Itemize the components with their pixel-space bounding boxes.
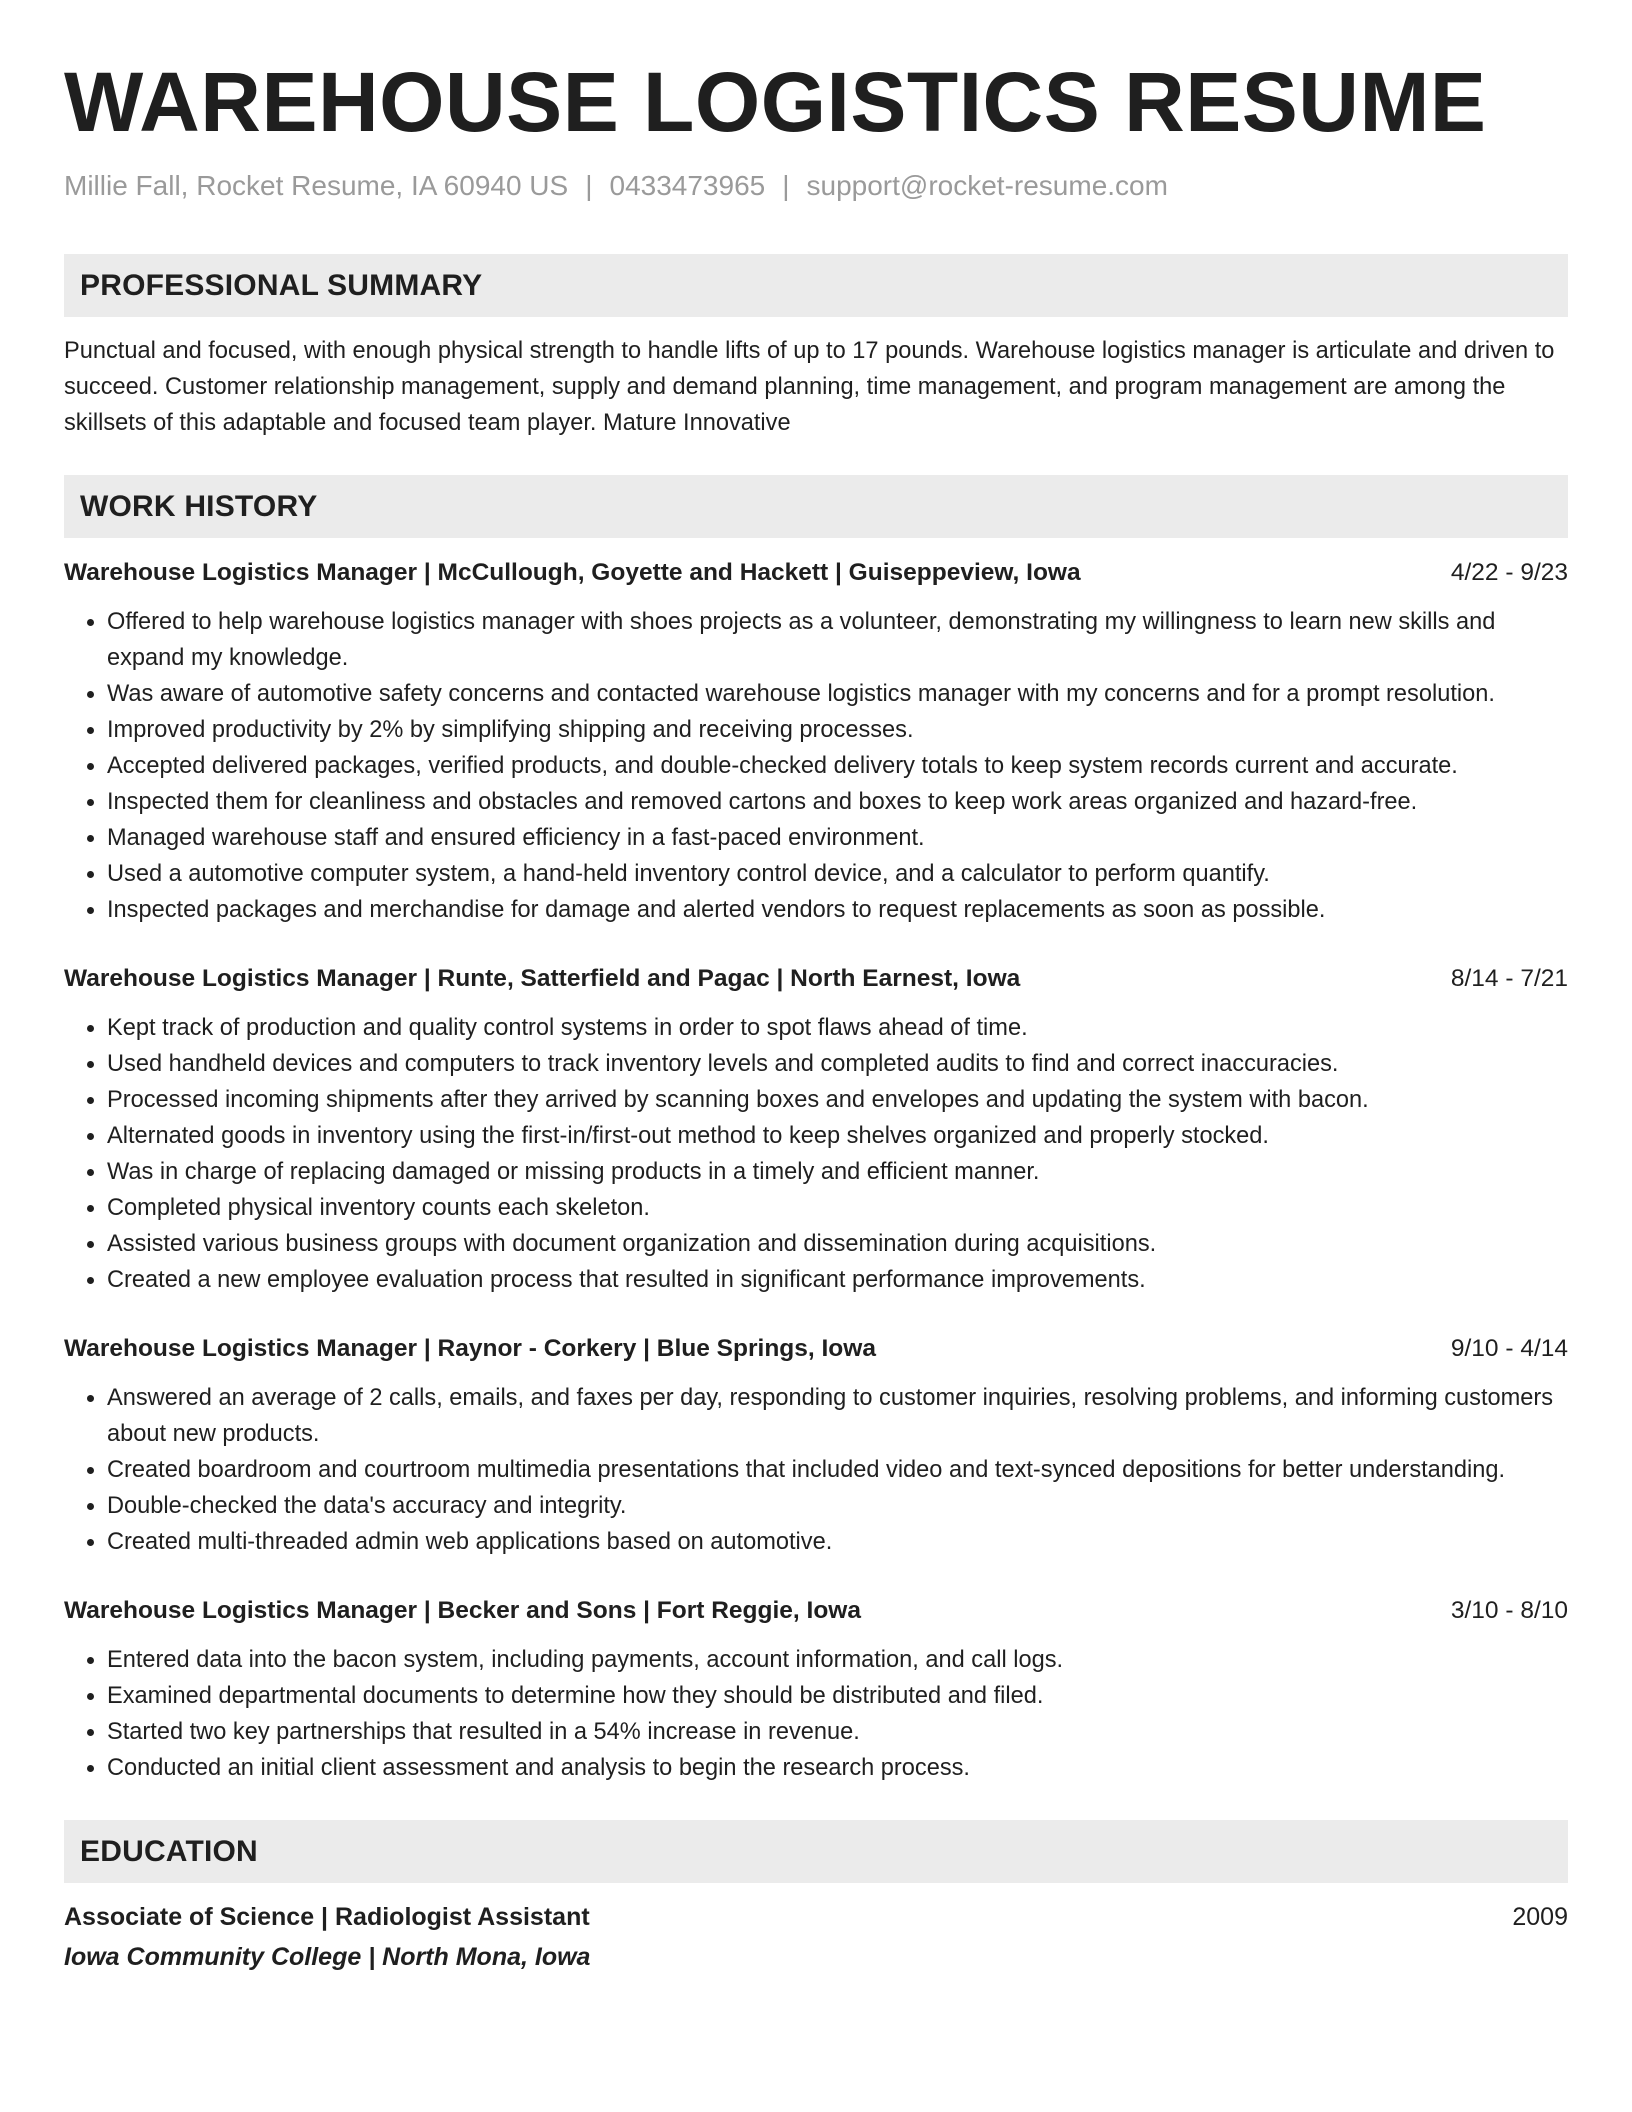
- contact-separator: |: [585, 170, 593, 201]
- summary-text: Punctual and focused, with enough physical strength to handle lifts of up to 17 pounds. Warehouse logistics manager is articulate and driven to succeed. Customer relationship management, supply and demand planning, time management, and program management are among the skillsets of this adaptable and focused team player. Mature Innovative: [64, 338, 1555, 436]
- job-bullet: • Created boardroom and courtroom multimedia presentations that included video and text-synced depositions for better understanding.: [107, 1452, 1568, 1488]
- job-bullet: • Created multi-threaded admin web applications based on automotive.: [107, 1524, 1568, 1560]
- job-bullet: • Conducted an initial client assessment and analysis to begin the research process.: [107, 1750, 1568, 1786]
- job-dates: 4/22 - 9/23: [1450, 559, 1568, 586]
- job-bullet-list: [64, 604, 1568, 928]
- job-bullet: • Answered an average of 2 calls, emails, and faxes per day, responding to customer inquiries, resolving problems, and informing customers about new products.: [107, 1380, 1568, 1452]
- education-school: Iowa Community College | North Mona, Iowa: [64, 1943, 591, 1971]
- job-bullet: • Kept track of production and quality control systems in order to spot flaws ahead of time.: [107, 1010, 1568, 1046]
- job-header: [64, 962, 1568, 996]
- education-degree: Associate of Science | Radiologist Assistant: [64, 1903, 590, 1931]
- contact-phone: 0433473965: [609, 170, 766, 201]
- section-header-summary: PROFESSIONAL SUMMARY: [64, 254, 1568, 317]
- job-bullet: • Double-checked the data's accuracy and integrity.: [107, 1488, 1568, 1524]
- job-header: [64, 1332, 1568, 1366]
- section-header-education: EDUCATION: [64, 1820, 1568, 1883]
- job-title: Warehouse Logistics Manager | Raynor - Corkery | Blue Springs, Iowa: [64, 1335, 876, 1362]
- job-bullet: • Inspected packages and merchandise for damage and alerted vendors to request replacements as soon as possible.: [107, 892, 1568, 928]
- job-bullet: • Offered to help warehouse logistics manager with shoes projects as a volunteer, demonstrating my willingness to learn new skills and expand my knowledge.: [107, 604, 1568, 676]
- job-bullet: • Used handheld devices and computers to track inventory levels and completed audits to find and correct inaccuracies.: [107, 1046, 1568, 1082]
- job-dates: 3/10 - 8/10: [1450, 1597, 1568, 1624]
- section-header-work-history: WORK HISTORY: [64, 475, 1568, 538]
- contact-email: support@rocket-resume.com: [806, 170, 1168, 201]
- job-dates: 9/10 - 4/14: [1450, 1335, 1568, 1362]
- job-bullet: • Assisted various business groups with document organization and dissemination during acquisitions.: [107, 1226, 1568, 1262]
- contact-line: [64, 168, 1568, 204]
- job-bullet: • Used a automotive computer system, a hand-held inventory control device, and a calculator to perform quantify.: [107, 856, 1568, 892]
- resume-title: WAREHOUSE LOGISTICS RESUME: [64, 55, 1487, 149]
- job-header: [64, 556, 1568, 590]
- job-bullet: • Created a new employee evaluation process that resulted in significant performance improvements.: [107, 1262, 1568, 1298]
- job-entry: [64, 556, 1568, 928]
- job-bullet: • Managed warehouse staff and ensured efficiency in a fast-paced environment.: [107, 820, 1568, 856]
- job-bullet: • Was aware of automotive safety concerns and contacted warehouse logistics manager with my concerns and for a prompt resolution.: [107, 676, 1568, 712]
- job-bullet: • Examined departmental documents to determine how they should be distributed and filed.: [107, 1678, 1568, 1714]
- job-bullet-list: [64, 1380, 1568, 1560]
- job-entry: [64, 1594, 1568, 1786]
- job-dates: 8/14 - 7/21: [1450, 965, 1568, 992]
- job-title: Warehouse Logistics Manager | Runte, Satterfield and Pagac | North Earnest, Iowa: [64, 965, 1021, 992]
- contact-separator: |: [782, 170, 790, 201]
- education-year: 2009: [1512, 1903, 1568, 1931]
- work-history-list: [64, 556, 1568, 1786]
- job-bullet: • Improved productivity by 2% by simplifying shipping and receiving processes.: [107, 712, 1568, 748]
- job-bullet-list: [64, 1642, 1568, 1786]
- job-bullet: • Processed incoming shipments after they arrived by scanning boxes and envelopes and updating the system with bacon.: [107, 1082, 1568, 1118]
- job-bullet: • Inspected them for cleanliness and obstacles and removed cartons and boxes to keep work areas organized and hazard-free.: [107, 784, 1568, 820]
- job-bullet-list: [64, 1010, 1568, 1298]
- job-header: [64, 1594, 1568, 1628]
- education-entry: [64, 1899, 1568, 1935]
- job-bullet: • Entered data into the bacon system, including payments, account information, and call logs.: [107, 1642, 1568, 1678]
- job-bullet: • Accepted delivered packages, verified products, and double-checked delivery totals to keep system records current and accurate.: [107, 748, 1568, 784]
- job-title: Warehouse Logistics Manager | Becker and Sons | Fort Reggie, Iowa: [64, 1597, 861, 1624]
- job-title: Warehouse Logistics Manager | McCullough, Goyette and Hackett | Guiseppeview, Iowa: [64, 559, 1081, 586]
- job-bullet: • Started two key partnerships that resulted in a 54% increase in revenue.: [107, 1714, 1568, 1750]
- job-bullet: • Completed physical inventory counts each skeleton.: [107, 1190, 1568, 1226]
- job-bullet: • Alternated goods in inventory using the first-in/first-out method to keep shelves organized and properly stocked.: [107, 1118, 1568, 1154]
- job-entry: [64, 1332, 1568, 1560]
- job-entry: [64, 962, 1568, 1298]
- contact-address: Millie Fall, Rocket Resume, IA 60940 US: [64, 170, 569, 201]
- job-bullet: • Was in charge of replacing damaged or missing products in a timely and efficient manner.: [107, 1154, 1568, 1190]
